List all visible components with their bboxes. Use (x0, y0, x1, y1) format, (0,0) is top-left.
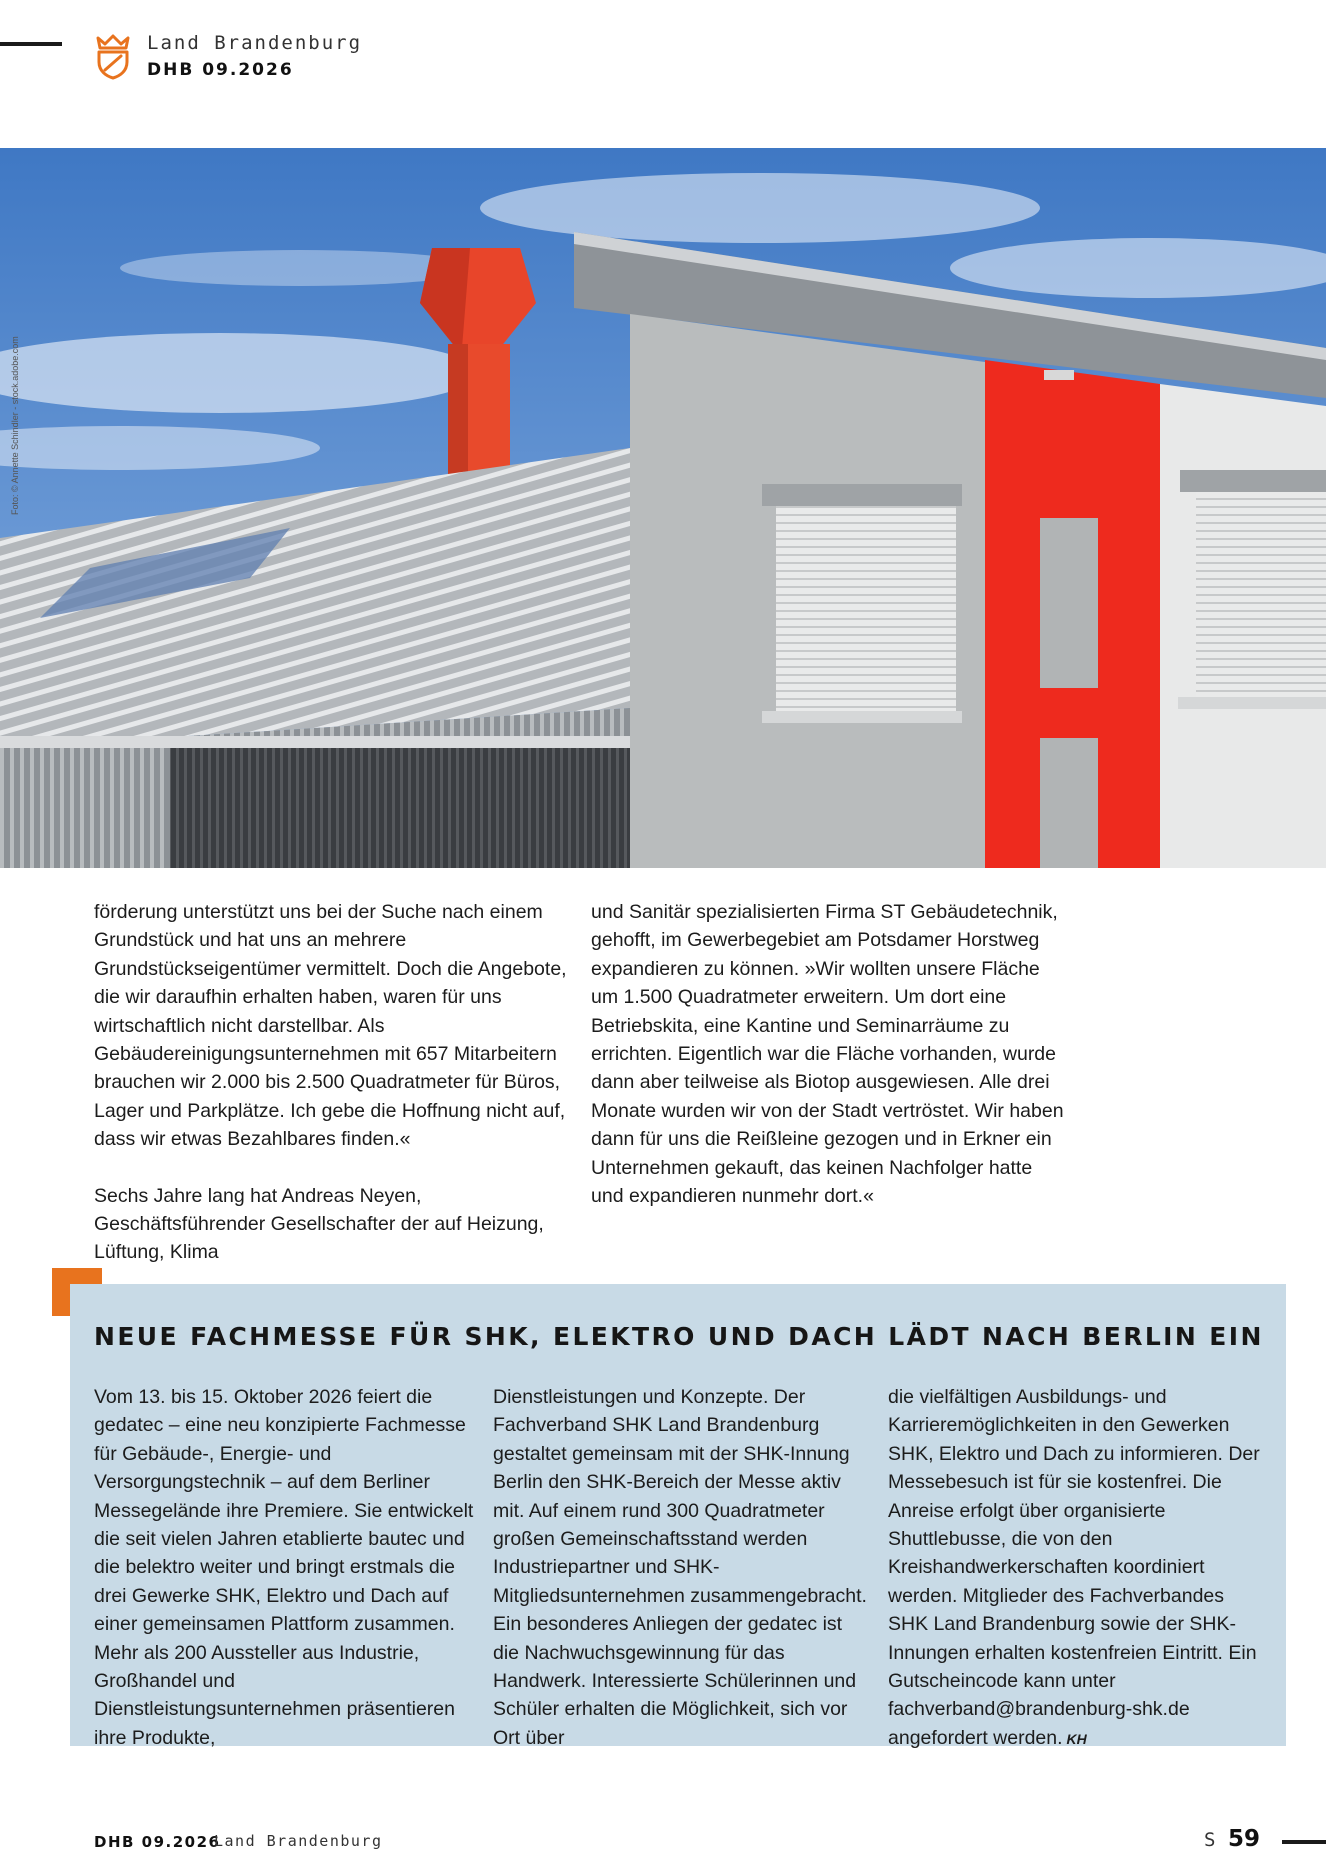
article-column-1 (94, 898, 568, 1267)
author-signature: KH (1066, 1730, 1087, 1747)
building-photo (0, 148, 1326, 868)
photo-illustration (0, 148, 1326, 868)
article-paragraph: förderung unterstützt uns bei der Suche nach einem Grundstück und hat uns an mehrere Grundstückseigentümer vermittelt. Doch die Angebote, die wir daraufhin erhalten haben, waren für uns wirtschaftlich nicht darstellbar. Als Gebäudereinigungsunternehmen mit 657 Mitarbeitern brauchen wir 2.000 bis 2.500 Quadratmeter für Büros, Lager und Parkplätze. Ich gebe die Hoffnung nicht auf, dass wir etwas Bezahlbares finden.« (94, 901, 567, 1151)
header-issue: DHB 09.2026 (147, 60, 294, 80)
footer-rule (1282, 1840, 1326, 1844)
footer-section: S (1204, 1829, 1216, 1851)
info-box-column-1: Vom 13. bis 15. Oktober 2026 feiert die gedatec – eine neu konzipierte Fachmesse für Gebäude-, Energie- und Versorgungstechnik – auf dem Berliner Messegelände ihre Premiere. Sie entwickelt die seit vielen Jahren etablierte bautec und die belektro weiter und bringt erstmals die drei Gewerke SHK, Elektro und Dach auf einer gemeinsamen Plattform zusammen. Mehr als 200 Aussteller aus Industrie, Großhandel und Dienstleistungsunternehmen präsentieren ihre Produkte, (94, 1386, 474, 1749)
article-column-2 (591, 898, 1065, 1210)
info-box-column-3-text: die vielfältigen Ausbildungs- und Karrieremöglichkeiten in den Gewerken SHK, Elektro und Dach zu informieren. Der Messebesuch ist für sie kostenfrei. Die Anreise erfolgt über organisierte Shuttlebusse, die von den Kreishandwerkerschaften koordiniert werden. Mitglieder des Fachverbandes SHK Land Brandenburg sowie der SHK-Innungen erhalten kostenfreien Eintritt. Ein Gutscheincode kann unter fachverband@brandenburg-shk.de angefordert werden. (888, 1386, 1260, 1749)
header-region: Land Brandenburg (147, 32, 363, 54)
crown-shield-logo-icon (94, 34, 132, 80)
info-box-title: NEUE FACHMESSE FÜR SHK, ELEKTRO UND DACH LÄDT NACH BERLIN EIN (94, 1322, 1264, 1351)
footer-region: Land Brandenburg (214, 1832, 383, 1850)
info-box-column-3 (888, 1383, 1268, 1753)
photo-credit: Foto: © Annette Schindler - stock.adobe.com (10, 336, 20, 515)
article-paragraph: und Sanitär spezialisierten Firma ST Gebäudetechnik, gehofft, im Gewerbegebiet am Potsdamer Horstweg expandieren zu können. »Wir wollten unsere Fläche um 1.500 Quadratmeter erweitern. Um dort eine Betriebskita, eine Kantine und Seminarräume zu errichten. Eigentlich war die Fläche vorhanden, wurde dann aber teilweise als Biotop ausgewiesen. Alle drei Monate wurden wir von der Stadt vertröstet. Wir haben dann für uns die Reißleine gezogen und in Erkner ein Unternehmen gekauft, das keinen Nachfolger hatte und expandieren nunmehr dort.« (591, 901, 1064, 1208)
photo-credit-wrap (10, 336, 20, 515)
footer-issue: DHB 09.2026 (94, 1833, 221, 1851)
page-number: 59 (1228, 1826, 1261, 1852)
info-box-column-2: Dienstleistungen und Konzepte. Der Fachverband SHK Land Brandenburg gestaltet gemeinsam mit der SHK-Innung Berlin den SHK-Bereich der Messe aktiv mit. Auf einem rund 300 Quadratmeter großen Gemeinschaftsstand werden Industriepartner und SHK-Mitgliedsunternehmen zusammengebracht. Ein besonderes Anliegen der gedatec ist die Nachwuchsgewinnung für das Handwerk. Interessierte Schülerinnen und Schüler erhalten die Möglichkeit, sich vor Ort über (493, 1386, 867, 1749)
header-rule (0, 42, 62, 46)
article-paragraph: Sechs Jahre lang hat Andreas Neyen, Geschäftsführender Gesellschafter der auf Heizung, Lüftung, Klima (94, 1184, 544, 1264)
